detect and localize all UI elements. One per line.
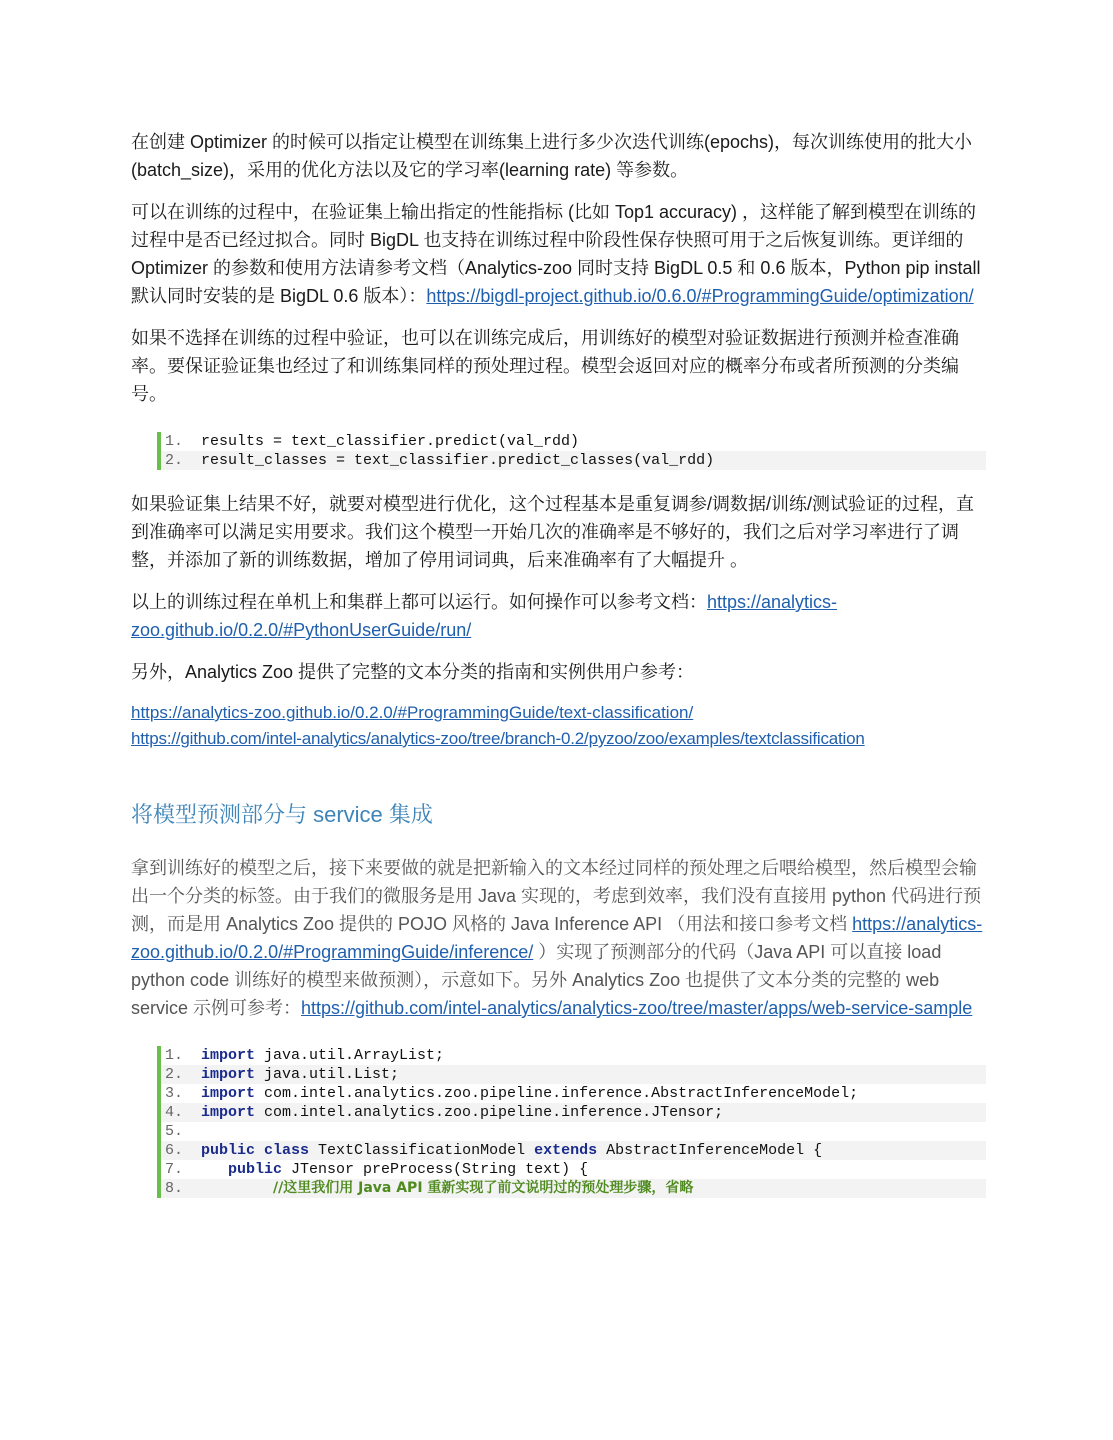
- paragraph-model-tuning: 如果验证集上结果不好，就要对模型进行优化，这个过程基本是重复调参/调数据/训练/测试验证的过程，直到准确率可以满足实用要求。我们这个模型一开始几次的准确率是不够好的，我们之后对学习率进行了调整，并添加了新的训练数据，增加了停用词词典，后来准确率有了大幅提升 。: [131, 494, 974, 570]
- code-line: 2. import java.util.List;: [161, 1065, 986, 1084]
- link-inference-guide[interactable]: https://analytics-zoo.github.io/0.2.0/#ProgrammingGuide/inference/: [131, 914, 983, 962]
- code-block-predict: [157, 432, 986, 470]
- code-line: 4. import com.intel.analytics.zoo.pipeline.inference.JTensor;: [161, 1103, 986, 1122]
- link-python-user-guide[interactable]: https://analytics-zoo.github.io/0.2.0/#PythonUserGuide/run/: [131, 592, 838, 640]
- code-line: 5.: [165, 1123, 184, 1140]
- code-line: 1. results = text_classifier.predict(val_rdd): [165, 433, 580, 450]
- paragraph-guide-examples: 另外，Analytics Zoo 提供了完整的文本分类的指南和实例供用户参考：: [131, 662, 695, 682]
- link-bigdl-optimization[interactable]: https://bigdl-project.github.io/0.6.0/#ProgrammingGuide/optimization/: [426, 286, 974, 306]
- document-page: [131, 128, 986, 1198]
- paragraph-predict-validation: 如果不选择在训练的过程中验证，也可以在训练完成后，用训练好的模型对验证数据进行预测并检查准确率。要保证验证集也经过了和训练集同样的预处理过程。模型会返回对应的概率分布或者所预测的分类编号。: [131, 328, 959, 404]
- code-line: 8. //这里我们用 Java API 重新实现了前文说明过的预处理步骤，省略: [161, 1179, 986, 1198]
- paragraph-links: [131, 700, 986, 752]
- link-text-classification-guide[interactable]: https://analytics-zoo.github.io/0.2.0/#ProgrammingGuide/text-classification/: [131, 703, 694, 722]
- code-line: 3. import com.intel.analytics.zoo.pipeline.inference.AbstractInferenceModel;: [165, 1085, 859, 1102]
- paragraph-run-docs: 以上的训练过程在单机上和集群上都可以运行。如何操作可以参考文档：https://analytics-zoo.github.io/0.2.0/#PythonUserGuide/run/: [131, 592, 838, 640]
- code-line: 2. result_classes = text_classifier.predict_classes(val_rdd): [161, 451, 986, 470]
- paragraph-validation-metrics: 可以在训练的过程中，在验证集上输出指定的性能指标 (比如 Top1 accuracy) ，这样能了解到模型在训练的过程中是否已经过拟合。同时 BigDL 也支持在训练过程中阶段性保存快照可用于之后恢复训练。更详细的 Optimizer 的参数和使用方法请参考文档（Analytics-zoo 同时支持 BigDL 0.5 和 0.6 版本，Python pip install 默认同时安装的是 BigDL 0.6 版本）：https://bigdl-project.github.io/0.6.0/#ProgrammingGuide/optimization/: [131, 202, 981, 306]
- link-textclassification-examples[interactable]: https://github.com/intel-analytics/analytics-zoo/tree/branch-0.2/pyzoo/zoo/examples/textclassification: [131, 729, 865, 748]
- code-line: 6. public class TextClassificationModel extends AbstractInferenceModel {: [161, 1141, 986, 1160]
- link-web-service-sample[interactable]: https://github.com/intel-analytics/analytics-zoo/tree/master/apps/web-service-sample: [301, 998, 973, 1018]
- paragraph-optimizer-intro: 在创建 Optimizer 的时候可以指定让模型在训练集上进行多少次迭代训练(epochs)，每次训练使用的批大小(batch_size)，采用的优化方法以及它的学习率(learning rate) 等参数。: [131, 132, 973, 180]
- code-line: 7. public JTensor preProcess(String text) {: [165, 1161, 589, 1178]
- code-block-java: [157, 1046, 986, 1198]
- paragraph-java-inference: 拿到训练好的模型之后，接下来要做的就是把新输入的文本经过同样的预处理之后喂给模型，然后模型会输出一个分类的标签。由于我们的微服务是用 Java 实现的，考虑到效率，我们没有直接用 python 代码进行预测，而是用 Analytics Zoo 提供的 POJO 风格的 Java Inference API （用法和接口参考文档 https://analytics-zoo.github.io/0.2.0/#ProgrammingGuide/inference/ ）实现了预测部分的代码（Java API 可以直接 load python code 训练好的模型来做预测），示意如下。另外 Analytics Zoo 也提供了文本分类的完整的 web service 示例可参考：https://github.com/intel-analytics/analytics-zoo/tree/master/apps/web-service-sample: [131, 858, 983, 1018]
- code-line: 1. import java.util.ArrayList;: [165, 1047, 445, 1064]
- section-heading: 将模型预测部分与 service 集成: [131, 802, 433, 827]
